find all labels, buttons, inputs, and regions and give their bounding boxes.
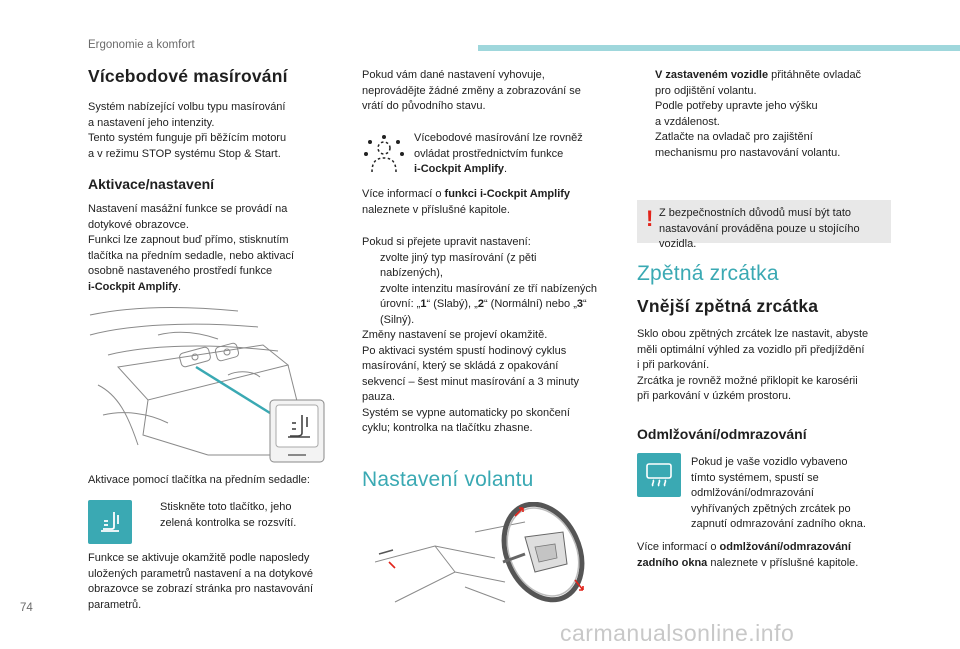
steering-wheel-illustration	[375, 502, 615, 612]
exterior-mirrors-title: Vnější zpětná zrcátka	[637, 296, 819, 316]
warning-icon: !	[646, 206, 654, 231]
activation-title: Aktivace/nastavení	[88, 176, 215, 192]
press-button-text: Stiskněte toto tlačítko, jeho zelená kontrolka se rozsvítí.	[160, 501, 297, 529]
activation-text: Nastavení masážní funkce se provádí na dotykové obrazovce. Funkci lze zapnout buď přímo, stisknutím tlačítka na předním sedadle, nebo aktivací osobně nastaveného prostředí funkce i-Cockpit Amplify.	[88, 203, 295, 293]
cockpit-amplify-icon	[362, 132, 406, 176]
page-number: 74	[20, 602, 33, 614]
massage-title: Vícebodové masírování	[88, 66, 288, 86]
seat-button-illustration	[88, 305, 338, 465]
keep-settings-text: Pokud vám dané nastavení vyhovuje, neprovádějte žádné změny a zobrazování se vrátí do původního stavu.	[362, 69, 581, 112]
header-bar	[478, 45, 960, 51]
more-info-defrost: Více informací o odmlžování/odmrazování zadního okna naleznete v příslušné kapitole.	[637, 541, 859, 569]
massage-note-text: Vícebodové masírování lze rovněž ovládat prostřednictvím funkce i-Cockpit Amplify.	[414, 132, 583, 175]
button-caption: Aktivace pomocí tlačítka na předním sedadle:	[88, 474, 310, 486]
steering-steps: V zastaveném vozidle přitáhněte ovladač pro odjištění volantu. Podle potřeby upravte jeho výšku a vzdálenost. Zatlačte na ovladač pro zajištění mechanismu pro nastavování volantu.	[655, 69, 862, 159]
seat-massage-button-icon	[88, 500, 132, 544]
defrost-title: Odmlžování/odmrazování	[637, 426, 807, 442]
mirror-defrost-icon	[637, 453, 681, 497]
mirrors-title: Zpětná zrcátka	[637, 262, 779, 285]
section-title: Ergonomie a komfort	[88, 39, 195, 51]
activation-after-text: Funkce se aktivuje okamžitě podle naposledy uložených parametrů nastavení a na dotykové obrazovce se zobrazí stránka pro nastavování parametrů.	[88, 552, 314, 611]
more-info-amplify: Více informací o funkci i-Cockpit Amplify naleznete v příslušné kapitole.	[362, 188, 571, 216]
safety-warning-text: Z bezpečnostních důvodů musí být tato nastavování prováděna pouze u stojícího vozidla.	[659, 207, 860, 250]
watermark: carmanualsonline.info	[560, 620, 795, 646]
change-settings-text: Pokud si přejete upravit nastavení: zvolte jiný typ masírování (z pěti nabízených), zvolte intenzitu masírování ze tří nabízených úrovní: „1“ (Slabý), „2“ (Normální) nebo „3“ (Silný). Změny nastavení se projeví okamžitě. Po aktivaci systém spustí hodinový cyklus masírování, který se skládá z opakování sekvencí – šest minut masírování a 3 minuty pauza. Systém se vypne automaticky po skončení cyklu; kontrolka na tlačítku zhasne.	[362, 236, 598, 434]
exterior-mirrors-text: Sklo obou zpětných zrcátek lze nastavit, abyste měli optimální výhled za vozidlo při předjíždění i při parkování. Zrcátka je rovněž možné přiklopit ke karosérii při parkování v úzkém prostoru.	[637, 328, 869, 402]
defrost-text: Pokud je vaše vozidlo vybaveno tímto systémem, spustí se odmlžování/odmrazování vyhřívaných zpětných zrcátek po zapnutí odmrazování zadního okna.	[691, 456, 866, 530]
massage-intro: Systém nabízející volbu typu masírování a nastavení jeho intenzity. Tento systém funguje při běžícím motoru a v režimu STOP systému Stop & Start.	[88, 101, 287, 160]
steering-wheel-title: Nastavení volantu	[362, 468, 534, 491]
